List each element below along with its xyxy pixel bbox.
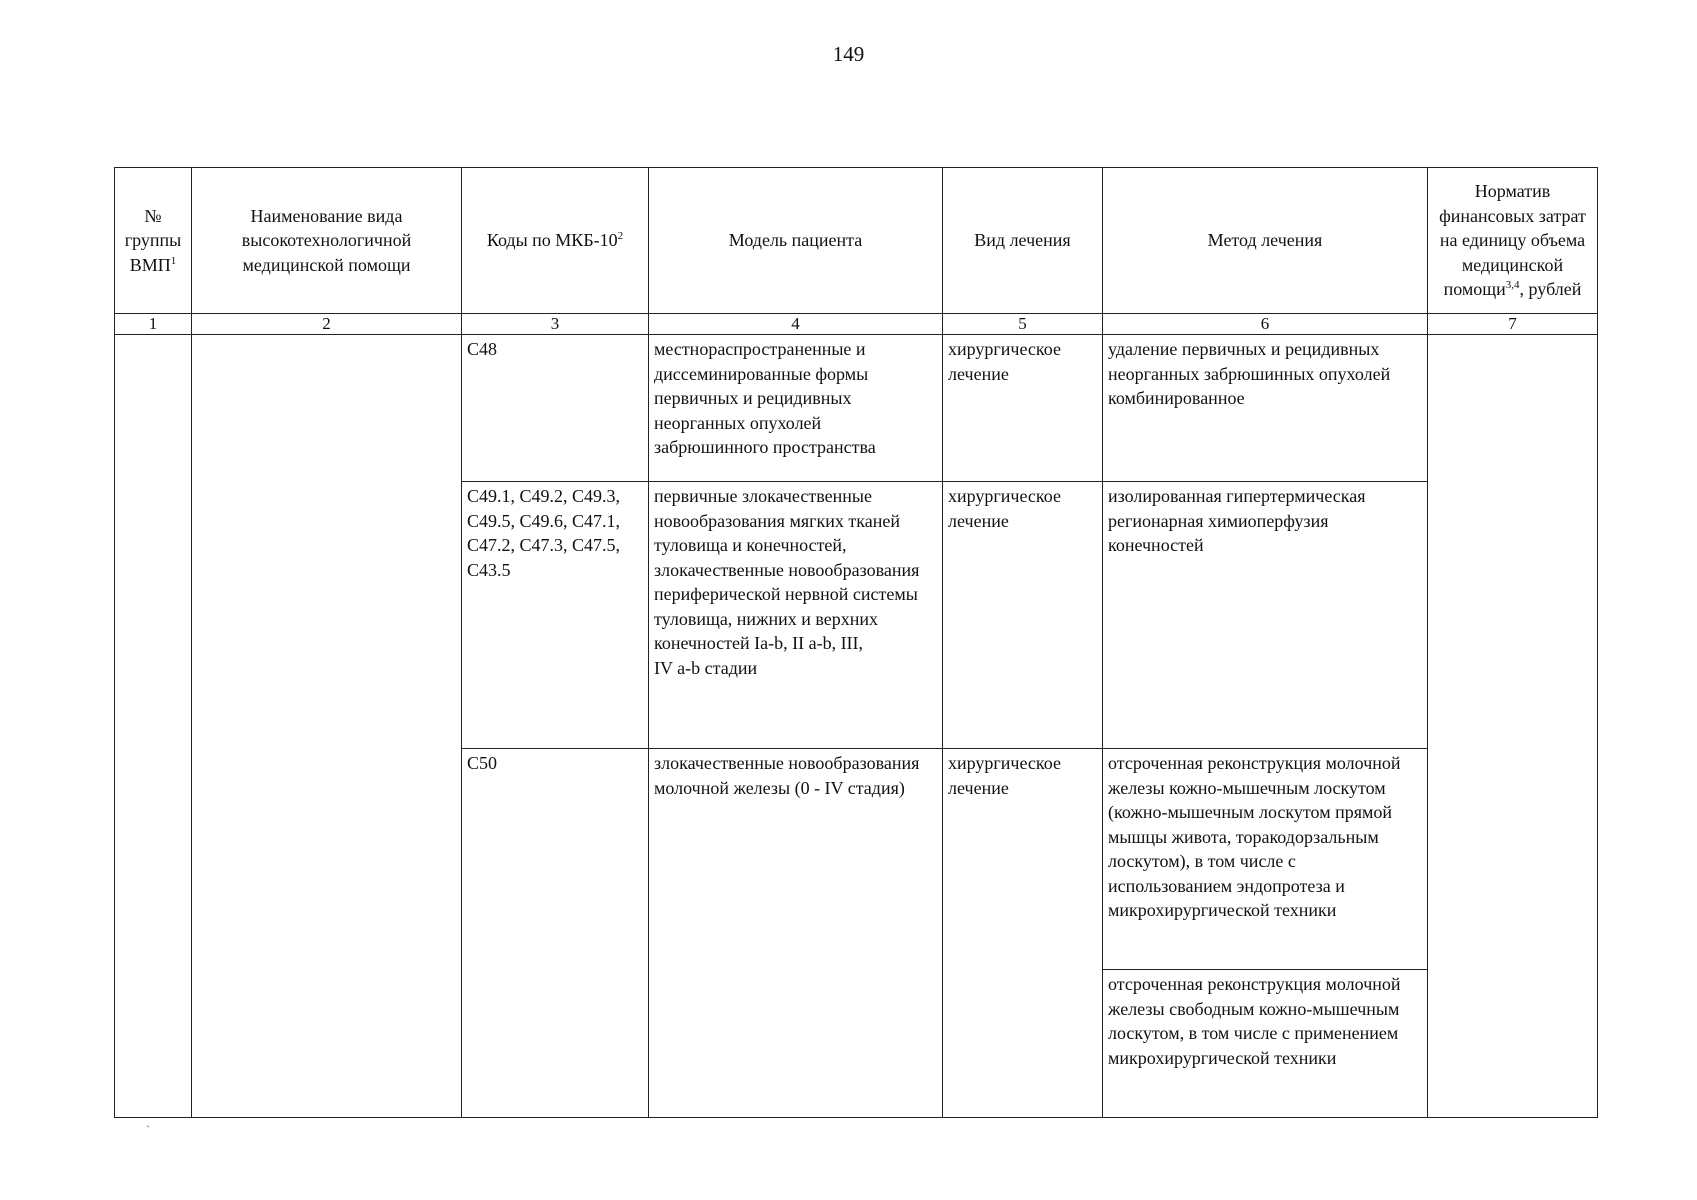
header-patient-model: Модель пациента bbox=[649, 168, 943, 314]
column-number: 3 bbox=[462, 314, 649, 335]
treatment-type-cell: хирургическое лечение bbox=[943, 482, 1103, 749]
column-number: 4 bbox=[649, 314, 943, 335]
patient-model-cell bbox=[649, 482, 943, 749]
patient-model-text: первичные злокачественные новообразования мягких тканей туловища и конечностей, злокачественные новообразования периферической нервной системы туловища, нижних и верхних конечностей Ia-b, II a-b, III, bbox=[654, 486, 920, 653]
patient-model-stage: IV a-b стадии bbox=[654, 657, 758, 678]
table-header-row bbox=[115, 168, 1598, 314]
icd-codes-cell: C50 bbox=[462, 749, 649, 1118]
header-treatment-type: Вид лечения bbox=[943, 168, 1103, 314]
treatment-method-cell: отсроченная реконструкция молочной железы свободным кожно-мышечным лоскутом, в том числе с применением микрохирургической техники bbox=[1103, 970, 1428, 1118]
patient-model-cell: злокачественные новообразования молочной железы (0 - IV стадия) bbox=[649, 749, 943, 1118]
header-financial-norm-unit: , рублей bbox=[1519, 279, 1582, 300]
group-number-cell bbox=[115, 335, 192, 1118]
header-financial-norm bbox=[1428, 168, 1598, 314]
footnote-ref-1: 1 bbox=[170, 254, 177, 267]
icd-codes-cell: C49.1, C49.2, C49.3, C49.5, C49.6, C47.1, C47.2, C47.3, C47.5, C43.5 bbox=[462, 482, 649, 749]
header-group-number bbox=[115, 168, 192, 314]
treatment-method-cell: отсроченная реконструкция молочной железы кожно-мышечным лоскутом (кожно-мышечным лоскутом прямой мышцы живота, торакодорзальным лоскутом), в том числе с использованием эндопротеза и микрохирургической техники bbox=[1103, 749, 1428, 970]
treatment-method-cell: изолированная гипертермическая регионарная химиоперфузия конечностей bbox=[1103, 482, 1428, 749]
financial-norm-cell bbox=[1428, 335, 1598, 1118]
page-number: 149 bbox=[832, 42, 865, 66]
footnote-ref-3-4: 3,4 bbox=[1505, 279, 1520, 292]
column-number: 7 bbox=[1428, 314, 1598, 335]
header-treatment-method: Метод лечения bbox=[1103, 168, 1428, 314]
header-care-type-name: Наименование вида высокотехнологичной медицинской помощи bbox=[192, 168, 462, 314]
table-row bbox=[115, 335, 1598, 482]
column-number-row bbox=[115, 314, 1598, 335]
scan-mark: ` bbox=[146, 1123, 150, 1137]
treatment-type-cell: хирургическое лечение bbox=[943, 749, 1103, 1118]
header-icd-codes-label: Коды по МКБ-10 bbox=[486, 230, 618, 251]
header-icd-codes bbox=[462, 168, 649, 314]
care-type-name-cell bbox=[192, 335, 462, 1118]
header-group-number-label: № группы ВМП bbox=[124, 205, 182, 275]
vmp-table bbox=[114, 167, 1598, 1118]
header-financial-norm-label: Норматив финансовых затрат на единицу объема медицинской помощи bbox=[1439, 181, 1586, 300]
treatment-type-cell: хирургическое лечение bbox=[943, 335, 1103, 482]
column-number: 6 bbox=[1103, 314, 1428, 335]
icd-codes-cell: C48 bbox=[462, 335, 649, 482]
treatment-method-cell: удаление первичных и рецидивных неорганных забрюшинных опухолей комбинированное bbox=[1103, 335, 1428, 482]
column-number: 2 bbox=[192, 314, 462, 335]
patient-model-cell: местнораспространенные и диссеминированные формы первичных и рецидивных неорганных опухолей забрюшинного пространства bbox=[649, 335, 943, 482]
footnote-ref-2: 2 bbox=[617, 230, 624, 243]
column-number: 5 bbox=[943, 314, 1103, 335]
column-number: 1 bbox=[115, 314, 192, 335]
